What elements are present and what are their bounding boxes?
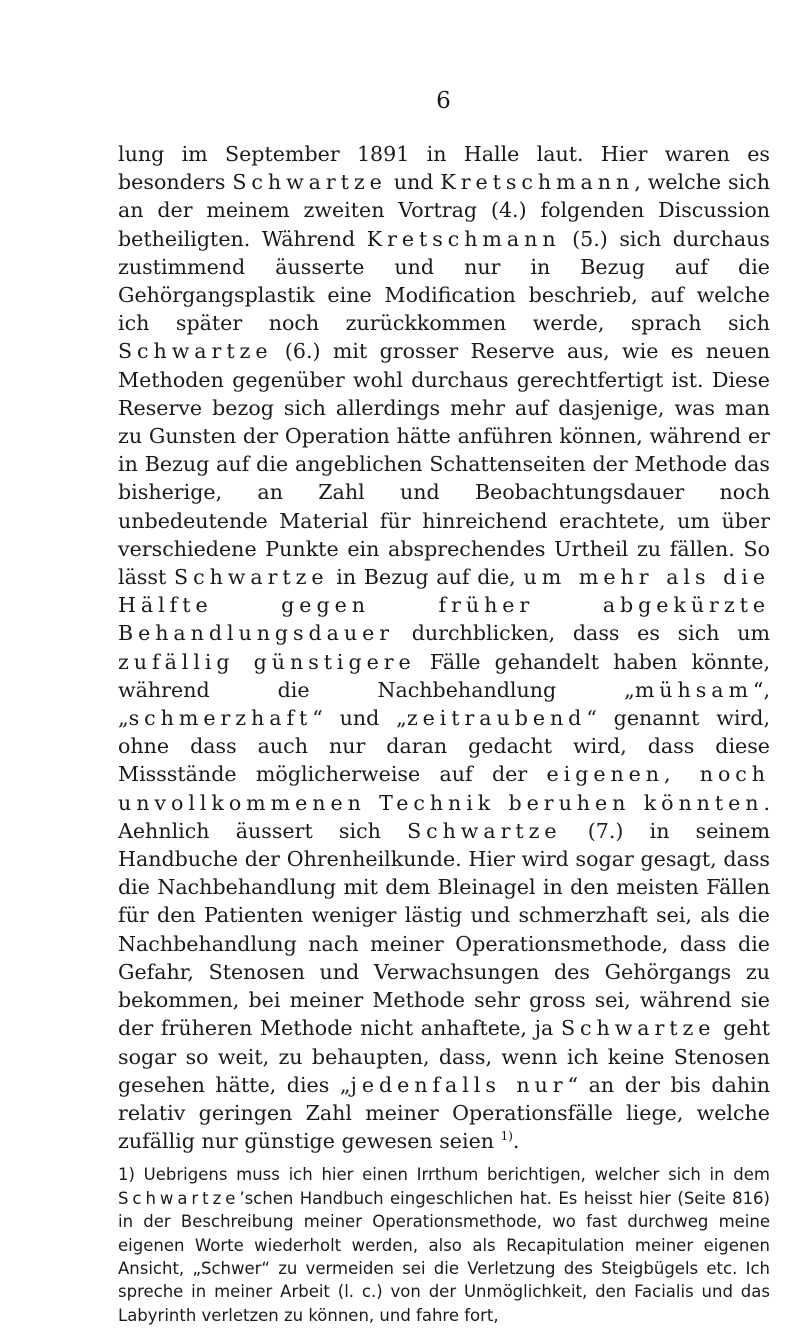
text-run: “ und „ (312, 706, 407, 731)
document-page (118, 88, 770, 1327)
spaced-emphasis-text: zufällig günstigere (118, 649, 416, 674)
text-run: (6.) mit grosser Reserve aus, wie es neuen Methoden gegenüber wohl durchaus gerechtfertigt ist. Diese Reserve bezog sich allerdings mehr auf dasjenige, was man zu Gunsten der Operation hätte anführen können, während er in Bezug auf die angeblichen Schattenseiten der Methode das bisherige, an Zahl und Beobachtungsdauer noch unbedeutende Material für hinreichend erachtete, um über verschiedene Punkte ein absprechendes Urtheil zu fällen. So lässt (118, 339, 770, 590)
text-run: “, „ (118, 677, 770, 731)
spaced-emphasis-text: Schwartze (232, 170, 387, 195)
text-run: . (512, 1129, 520, 1154)
text-run: lung im September 1891 in Halle laut. Hier waren es besonders (118, 142, 770, 195)
page-number: 6 (436, 88, 452, 114)
spaced-emphasis-text: Kretschmann (440, 170, 635, 195)
text-run: ’schen Handbuch eingeschlichen hat. Es heisst hier (Seite 816) in der Beschreibung meiner Operationsmethode, wo fast durchweg meine eigenen Worte wiederholt werden, also als Recapitulation meiner eigenen Ansicht, „Schwer“ zu vermeiden sei die Verletzung des Steigbügels etc. Ich spreche in meiner Arbeit (l. c.) von der Unmöglichkeit, den Facialis und das Labyrinth verletzen zu können, und fahre fort, (118, 1188, 770, 1325)
text-run: . Aehnlich äussert sich (118, 790, 770, 843)
spaced-emphasis-text: schmerzhaft (128, 706, 313, 731)
text-run: in Bezug auf die, (328, 565, 524, 590)
spaced-emphasis-text: Schwartze (118, 1188, 240, 1208)
text-run: Fälle gehandelt haben könnte, während die Nachbehandlung „ (118, 649, 770, 702)
text-run: geht sogar so weit, zu behaupten, dass, wenn ich keine Stenosen gesehen hätte, dies „ (118, 1016, 770, 1097)
text-run: 1) Uebrigens muss ich hier einen Irrthum berichtigen, welcher sich in dem (118, 1165, 770, 1185)
text-run: durchblicken, dass es sich um (394, 621, 770, 646)
spaced-emphasis-text: um mehr als die Hälfte gegen früher abgekürzte Behandlungsdauer (118, 565, 770, 646)
spaced-emphasis-text: jedenfalls nur (350, 1072, 568, 1097)
spaced-emphasis-text: Schwartze (560, 1016, 716, 1041)
spaced-emphasis-text: Schwartze (174, 565, 329, 590)
spaced-emphasis-text: Schwartze (118, 339, 273, 364)
spaced-emphasis-text: mühsam (634, 677, 753, 702)
text-run: , welche sich an der meinem zweiten Vortrag (4.) folgenden Discussion betheiligten. Während (118, 170, 770, 251)
text-run: “ an der bis dahin relativ geringen Zahl meiner Operationsfälle liege, welche zufällig nur günstige gewesen seien (118, 1072, 770, 1154)
text-run: und (386, 170, 441, 195)
text-run: (5.) sich durchaus zustimmend äusserte und nur in Bezug auf die Gehörgangsplastik eine Modification beschrieb, auf welche ich später noch zurückkommen werde, sprach sich (118, 226, 770, 336)
spaced-emphasis-text: Kretschmann (366, 226, 561, 251)
footnotes (118, 1163, 770, 1327)
text-run: “ genannt wird, ohne dass auch nur daran gedacht wird, dass diese Missstände möglicherweise auf der (118, 706, 770, 787)
footnote (118, 1163, 770, 1327)
text-run: (7.) in seinem Handbuche der Ohrenheilkunde. Hier wird sogar gesagt, dass die Nachbehandlung mit dem Bleinagel in den meisten Fällen für den Patienten weniger lästig und schmerzhaft sei, als die Nachbehandlung nach meiner Operationsmethode, dass die Gefahr, Stenosen und Verwachsungen des Gehörgangs zu bekommen, bei meiner Methode sehr gross sei, während sie der früheren Methode nicht anhaftete, ja (118, 818, 770, 1041)
main-paragraph (118, 140, 770, 1155)
spaced-emphasis-text: zeitraubend (406, 706, 587, 731)
spaced-emphasis-text: eigenen, noch unvollkommenen Technik beruhen könnten (118, 762, 770, 815)
spaced-emphasis-text: Schwartze (407, 818, 562, 843)
footnote-marker: 1) (500, 1129, 513, 1144)
